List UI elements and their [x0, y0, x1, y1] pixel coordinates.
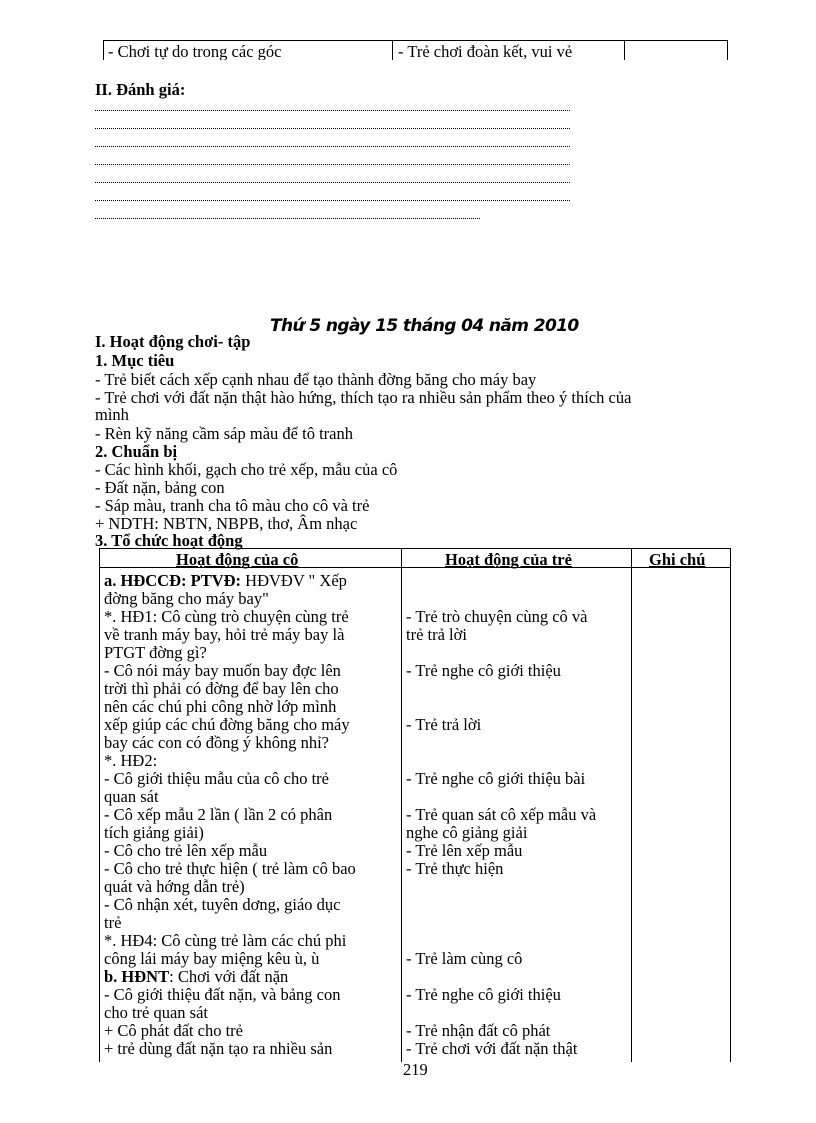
teacher-line: quát và hớng dẫn trẻ)	[104, 877, 245, 896]
activity-table-fragment	[103, 40, 728, 60]
child-line: - Trẻ nghe cô giới thiệu	[406, 985, 561, 1004]
teacher-line: *. HĐ4: Cô cùng trẻ làm các chú phi	[104, 931, 347, 950]
column-divider	[631, 549, 632, 1062]
teacher-line: tích giảng giải)	[104, 823, 204, 842]
header-notes: Ghi chú	[649, 550, 706, 569]
teacher-line: quan sát	[104, 787, 159, 806]
teacher-part-a-label: a. HĐCCĐ: PTVĐ:	[104, 571, 242, 590]
organization-heading: 3. Tổ chức hoạt động	[95, 531, 243, 550]
teacher-part-a-text: HĐVĐV " Xếp	[241, 571, 347, 590]
dotted-line	[95, 146, 570, 147]
teacher-line: - Cô nói máy bay muốn bay đợc lên	[104, 661, 341, 680]
page-number: 219	[403, 1060, 428, 1079]
teacher-line: PTGT đờng gì?	[104, 643, 207, 662]
header-child: Hoạt động của trẻ	[445, 550, 572, 569]
teacher-line: + trẻ dùng đất nặn tạo ra nhiều sản	[104, 1039, 333, 1058]
dotted-line	[95, 182, 570, 183]
child-line: - Trẻ làm cùng cô	[406, 949, 523, 968]
child-line: nghe cô giảng giải	[406, 823, 528, 842]
teacher-line: trẻ	[104, 913, 122, 932]
goal-line: - Trẻ biết cách xếp cạnh nhau để tạo thành đờng băng cho máy bay	[95, 370, 537, 389]
table-cell: - Trẻ chơi đoàn kết, vui vẻ	[398, 42, 573, 60]
child-line: - Trẻ thực hiện	[406, 859, 504, 878]
teacher-line: bay các con có đồng ý không nhỉ?	[104, 733, 329, 752]
child-line: - Trẻ nghe cô giới thiệu bài	[406, 769, 586, 788]
dotted-line	[95, 200, 570, 201]
child-line: - Trẻ lên xếp mẫu	[406, 841, 523, 860]
child-line: - Trẻ chơi với đất nặn thật	[406, 1039, 578, 1058]
teacher-part-b-text: : Chơi với đất nặn	[169, 967, 289, 986]
date-title: Thứ 5 ngày 15 tháng 04 năm 2010	[270, 316, 579, 336]
teacher-line: cho trẻ quan sát	[104, 1003, 209, 1022]
teacher-line: *. HĐ1: Cô cùng trò chuyện cùng trẻ	[104, 607, 349, 626]
child-line: trẻ trả lời	[406, 625, 467, 644]
teacher-line	[104, 968, 288, 986]
teacher-part-b-label: b. HĐNT	[104, 967, 170, 986]
teacher-line: trời thì phải có đờng để bay lên cho	[104, 679, 339, 698]
section-heading: I. Hoạt động chơi- tập	[95, 332, 251, 351]
prep-line: + NDTH: NBTN, NBPB, thơ, Âm nhạc	[95, 514, 358, 533]
child-line: - Trẻ nghe cô giới thiệu	[406, 661, 561, 680]
prep-line: - Đất nặn, bảng con	[95, 478, 225, 497]
dotted-line	[95, 218, 480, 219]
activity-table	[99, 548, 731, 1062]
column-divider	[624, 41, 625, 60]
child-line: - Trẻ quan sát cô xếp mẫu và	[406, 805, 597, 824]
teacher-line: - Cô nhận xét, tuyên dơng, giáo dục	[104, 895, 341, 914]
teacher-line: - Cô giới thiệu mẫu của cô cho trẻ	[104, 769, 329, 788]
goal-line: - Rèn kỹ năng cầm sáp màu để tô tranh	[95, 424, 353, 443]
teacher-line: xếp giúp các chú đờng băng cho máy	[104, 715, 350, 734]
goal-line: mình	[95, 405, 129, 424]
table-cell: - Chơi tự do trong các góc	[108, 42, 282, 60]
teacher-line: đờng băng cho máy bay"	[104, 589, 269, 608]
goal-line: - Trẻ chơi với đất nặn thật hào hứng, thích tạo ra nhiều sản phẩm theo ý thích của	[95, 388, 632, 407]
column-divider	[392, 41, 393, 60]
child-line: - Trẻ trả lời	[406, 715, 482, 734]
dotted-line	[95, 128, 570, 129]
teacher-line: nên các chú phi công nhờ lớp mình	[104, 697, 337, 716]
prep-line: - Sáp màu, tranh cha tô màu cho cô và trẻ	[95, 496, 370, 515]
teacher-line: - Cô cho trẻ lên xếp mẫu	[104, 841, 268, 860]
dotted-line	[95, 164, 570, 165]
dotted-line	[95, 110, 570, 111]
teacher-line: + Cô phát đất cho trẻ	[104, 1021, 243, 1040]
child-line: - Trẻ trò chuyện cùng cô và	[406, 607, 588, 626]
teacher-line	[104, 572, 347, 590]
prep-line: - Các hình khối, gạch cho trẻ xếp, mẫu của cô	[95, 460, 398, 479]
teacher-line: công lái máy bay miệng kêu ù, ù	[104, 949, 320, 968]
teacher-line: - Cô giới thiệu đất nặn, và bảng con	[104, 985, 341, 1004]
evaluation-heading: II. Đánh giá:	[95, 80, 186, 99]
header-teacher: Hoạt động của cô	[176, 550, 299, 569]
goals-heading: 1. Mục tiêu	[95, 351, 175, 370]
teacher-line: về tranh máy bay, hỏi trẻ máy bay là	[104, 625, 345, 644]
prep-heading: 2. Chuẩn bị	[95, 442, 178, 461]
column-divider	[401, 549, 402, 1062]
teacher-line: - Cô xếp mẫu 2 lần ( lần 2 có phân	[104, 805, 333, 824]
teacher-line: *. HĐ2:	[104, 751, 158, 770]
child-line: - Trẻ nhận đất cô phát	[406, 1021, 551, 1040]
teacher-line: - Cô cho trẻ thực hiện ( trẻ làm cô bao	[104, 859, 356, 878]
